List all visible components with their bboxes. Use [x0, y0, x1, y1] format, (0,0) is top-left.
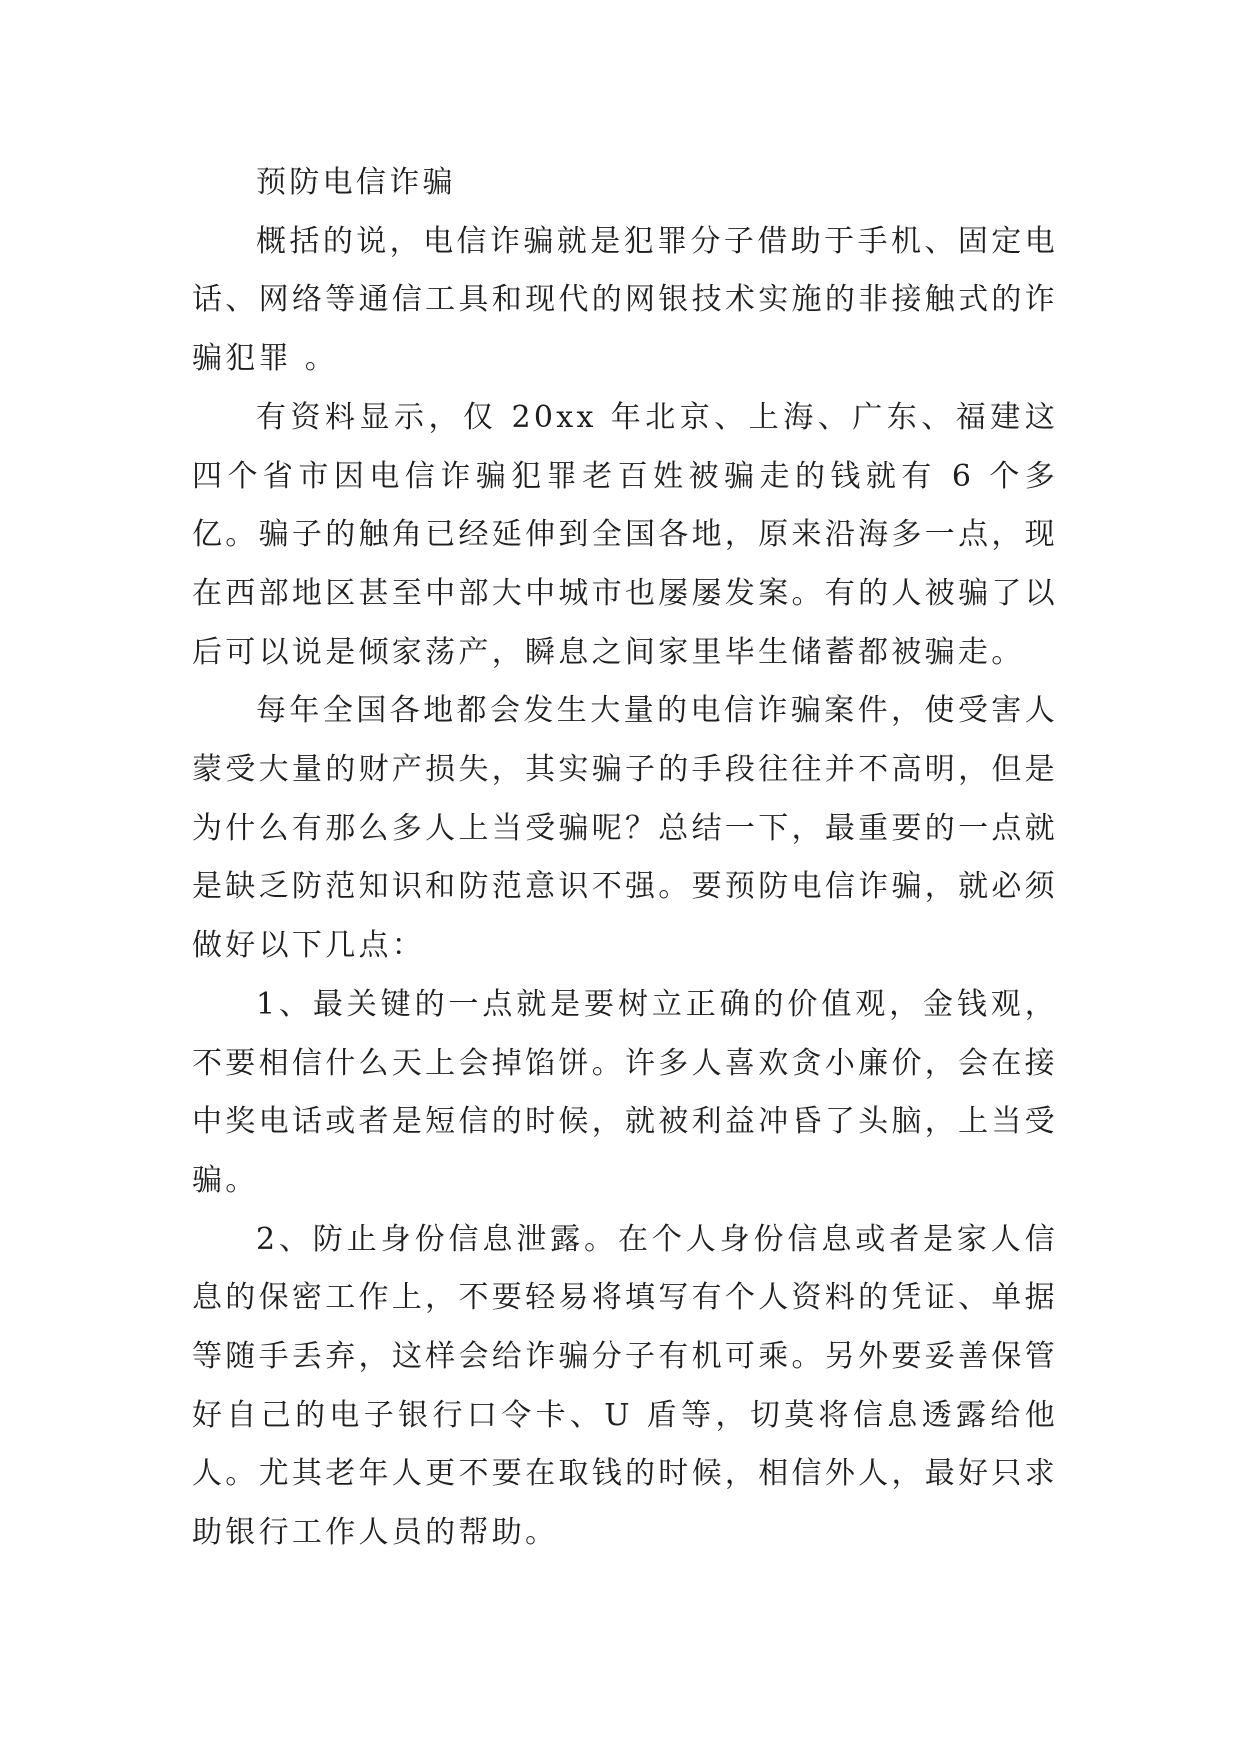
paragraph-statistics: 有资料显示，仅 20xx 年北京、上海、广东、福建这四个省市因电信诈骗犯罪老百姓被骗走的钱就有 6 个多亿。骗子的触角已经延伸到全国各地，原来沿海多一点，现在西部地区甚至中部大中城市也屡屡发案。有的人被骗了以后可以说是倾家荡产，瞬息之间家里毕生储蓄都被骗走。	[192, 399, 1058, 670]
paragraph-point-2: 2、防止身份信息泄露。在个人身份信息或者是家人信息的保密工作上，不要轻易将填写有个人资料的凭证、单据等随手丢弃，这样会给诈骗分子有机可乘。另外要妥善保管好自己的电子银行口令卡、U 盾等，切莫将信息透露给他人。尤其老年人更不要在取钱的时候，相信外人，最好只求助银行工作人员的帮助。	[192, 1221, 1058, 1551]
document-title: 预防电信诈骗	[256, 165, 456, 200]
paragraph-causes: 每年全国各地都会发生大量的电信诈骗案件，使受害人蒙受大量的财产损失，其实骗子的手段往往并不高明，但是为什么有那么多人上当受骗呢？总结一下，最重要的一点就是缺乏防范知识和防范意识不强。要预防电信诈骗，就必须做好以下几点：	[192, 693, 1058, 964]
paragraph-definition: 概括的说，电信诈骗就是犯罪分子借助于手机、固定电话、网络等通信工具和现代的网银技术实施的非接触式的诈骗犯罪 。	[192, 223, 1058, 377]
document-body	[192, 154, 1058, 1563]
paragraph-point-1: 1、最关键的一点就是要树立正确的价值观，金钱观，不要相信什么天上会掉馅饼。许多人喜欢贪小廉价，会在接中奖电话或者是短信的时候，就被利益冲昏了头脑，上当受骗。	[192, 986, 1058, 1198]
